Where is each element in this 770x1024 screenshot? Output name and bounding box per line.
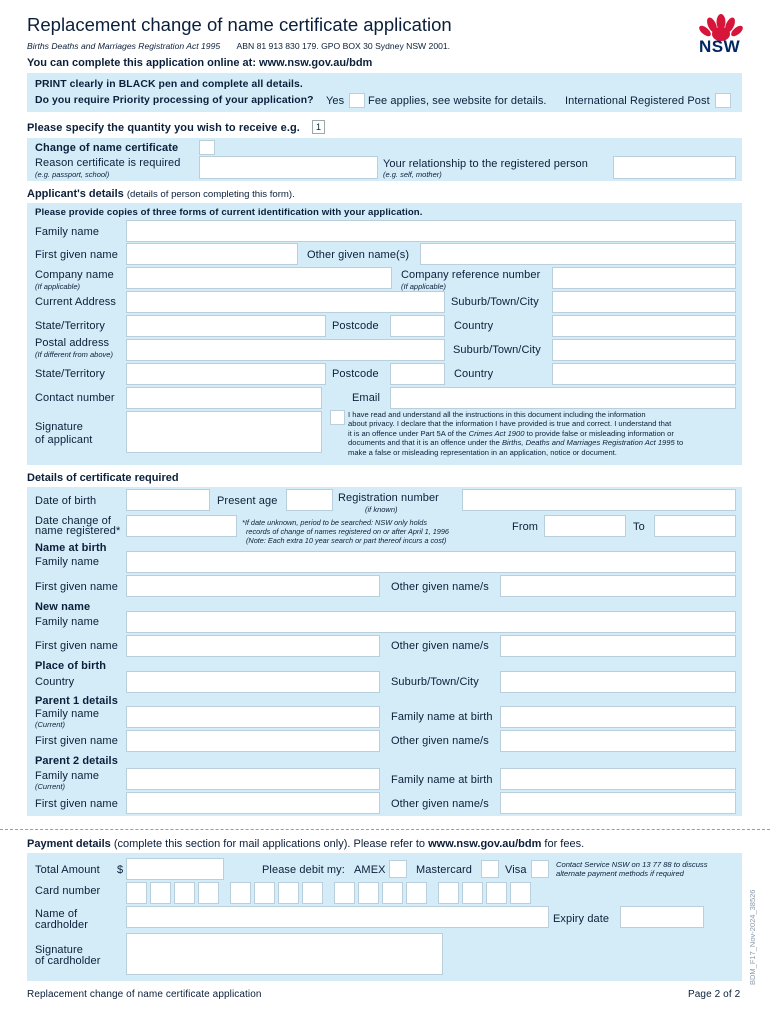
new-first-given-label: First given name xyxy=(35,640,118,652)
new-family-name-label: Family name xyxy=(35,616,100,628)
declaration-line-2: about privacy. I declare that the information I have provided is true and correct. I understand that xyxy=(348,419,672,429)
dob-input[interactable] xyxy=(126,489,210,511)
total-amount-input[interactable] xyxy=(126,858,224,880)
declaration-3a: it is an offence under Part 5A of the xyxy=(348,428,469,438)
parent1-heading: Parent 1 details xyxy=(35,695,118,707)
reg-number-input[interactable] xyxy=(462,489,736,511)
visa-checkbox[interactable] xyxy=(531,860,549,878)
birth-family-name-input[interactable] xyxy=(126,551,736,573)
reason-input[interactable] xyxy=(199,156,378,179)
priority-yes-checkbox[interactable] xyxy=(349,93,365,108)
card-number-boxes xyxy=(126,882,606,904)
card-digit-box[interactable] xyxy=(198,882,219,904)
company-name-input[interactable] xyxy=(126,267,392,289)
date-change-label-2: name registered* xyxy=(35,525,121,537)
cardholder-signature-label-2: of cardholder xyxy=(35,955,101,967)
date-change-label-1: Date change of xyxy=(35,515,112,527)
postal-address-label: Postal address xyxy=(35,337,110,349)
parent2-current-note: (Current) xyxy=(35,782,66,791)
cardholder-name-input[interactable] xyxy=(126,906,549,928)
parent2-other-given-input[interactable] xyxy=(500,792,736,814)
postal-state-input[interactable] xyxy=(126,363,326,385)
online-notice: You can complete this application online at: www.nsw.gov.au/bdm xyxy=(27,57,373,69)
card-digit-box[interactable] xyxy=(278,882,299,904)
birth-country-input[interactable] xyxy=(126,671,380,693)
date-note-3: (Note: Each extra 10 year search or part thereof incurs a cost) xyxy=(246,536,447,545)
form-code: BDM_F17_Nov-2024_38526 xyxy=(748,889,757,985)
visa-label: Visa xyxy=(505,864,527,876)
parent2-family-birth-label: Family name at birth xyxy=(391,774,493,786)
payment-note-c: for fees. xyxy=(541,838,585,850)
page-title: Replacement change of name certificate application xyxy=(27,14,452,35)
other-given-input[interactable] xyxy=(420,243,736,265)
amex-checkbox[interactable] xyxy=(389,860,407,878)
parent2-family-input[interactable] xyxy=(126,768,380,790)
postcode-input[interactable] xyxy=(390,315,445,337)
date-note-2: records of change of names registered on or after April 1, 1996 xyxy=(246,527,449,536)
card-digit-box[interactable] xyxy=(510,882,531,904)
amex-label: AMEX xyxy=(354,864,386,876)
card-digit-box[interactable] xyxy=(150,882,171,904)
payment-heading-title: Payment details xyxy=(27,838,111,850)
state-label: State/Territory xyxy=(35,320,105,332)
first-given-label: First given name xyxy=(35,249,118,261)
postal-state-label: State/Territory xyxy=(35,368,105,380)
new-family-name-input[interactable] xyxy=(126,611,736,633)
card-digit-box[interactable] xyxy=(438,882,459,904)
parent1-other-given-label: Other given name/s xyxy=(391,735,489,747)
postal-address-note: (If different from above) xyxy=(35,350,113,359)
international-post-checkbox[interactable] xyxy=(715,93,731,108)
first-given-input[interactable] xyxy=(126,243,298,265)
card-digit-box[interactable] xyxy=(358,882,379,904)
postal-country-input[interactable] xyxy=(552,363,736,385)
cardholder-name-label: Name of xyxy=(35,908,78,920)
country-input[interactable] xyxy=(552,315,736,337)
declaration-line-4 xyxy=(348,438,738,447)
present-age-label: Present age xyxy=(217,495,278,507)
postal-suburb-input[interactable] xyxy=(552,339,736,361)
declaration-line-1: I have read and understand all the instructions in this document including the information xyxy=(348,410,646,419)
postcode-label: Postcode xyxy=(332,320,379,332)
other-given-label: Other given name(s) xyxy=(307,249,410,261)
nsw-logo-text: NSW xyxy=(699,37,741,56)
card-digit-box[interactable] xyxy=(486,882,507,904)
payment-contact-1: Contact Service NSW on 13 77 88 to discuss xyxy=(556,860,708,869)
relationship-label: Your relationship to the registered person xyxy=(383,158,588,170)
payment-note-a: (complete this section for mail applications only). Please refer to xyxy=(113,838,429,850)
contact-number-input[interactable] xyxy=(126,387,322,409)
parent1-family-label: Family name xyxy=(35,708,100,720)
declaration-3c: to provide false or misleading information or xyxy=(524,428,674,438)
name-at-birth-heading: Name at birth xyxy=(35,542,107,554)
relationship-example: (e.g. self, mother) xyxy=(383,170,442,179)
debit-label: Please debit my: xyxy=(262,864,345,876)
id-note: Please provide copies of three forms of current identification with your application. xyxy=(35,207,423,218)
card-digit-box[interactable] xyxy=(406,882,427,904)
parent1-family-birth-label: Family name at birth xyxy=(391,711,493,723)
postal-address-input[interactable] xyxy=(126,339,445,361)
cardholder-signature-label: Signature xyxy=(35,944,83,956)
applicant-signature-box[interactable] xyxy=(126,411,322,453)
change-of-name-label: Change of name certificate xyxy=(35,142,179,154)
email-label: Email xyxy=(352,392,381,404)
details-heading: Details of certificate required xyxy=(27,472,179,484)
birth-suburb-label: Suburb/Town/City xyxy=(391,676,479,688)
cut-line xyxy=(0,829,770,830)
card-number-label: Card number xyxy=(35,885,101,897)
priority-yes-label: Yes xyxy=(326,95,345,107)
payment-contact-note xyxy=(556,860,708,879)
page-number: Page 2 of 2 xyxy=(688,989,741,1000)
reg-number-label: Registration number xyxy=(338,492,439,504)
date-note-1: *If date unknown, period to be searched: NSW only holds xyxy=(242,518,427,527)
total-amount-label: Total Amount xyxy=(35,864,100,876)
parent1-other-given-input[interactable] xyxy=(500,730,736,752)
email-input[interactable] xyxy=(390,387,736,409)
current-address-label: Current Address xyxy=(35,296,116,308)
current-address-input[interactable] xyxy=(126,291,445,313)
parent1-first-given-label: First given name xyxy=(35,735,118,747)
new-other-given-input[interactable] xyxy=(500,635,736,657)
parent2-first-given-input[interactable] xyxy=(126,792,380,814)
place-of-birth-heading: Place of birth xyxy=(35,660,107,672)
declaration-4c: to xyxy=(674,438,684,448)
cardholder-name-label-2: cardholder xyxy=(35,919,88,931)
change-of-name-quantity[interactable] xyxy=(199,140,215,155)
parent1-current-note: (Current) xyxy=(35,720,66,729)
applicant-heading-title: Applicant's details xyxy=(27,188,124,200)
family-name-label: Family name xyxy=(35,226,100,238)
birth-other-given-label: Other given name/s xyxy=(391,581,489,593)
abn-address: ABN 81 913 830 179. GPO BOX 30 Sydney NSW 2001. xyxy=(236,41,451,51)
parent1-family-birth-input[interactable] xyxy=(500,706,736,728)
mastercard-checkbox[interactable] xyxy=(481,860,499,878)
date-change-note xyxy=(242,518,449,545)
dollar-sign: $ xyxy=(117,864,124,876)
parent2-first-given-label: First given name xyxy=(35,798,118,810)
card-digit-box[interactable] xyxy=(334,882,355,904)
parent1-family-input[interactable] xyxy=(126,706,380,728)
parent2-family-birth-input[interactable] xyxy=(500,768,736,790)
contact-number-label: Contact number xyxy=(35,392,115,404)
mastercard-label: Mastercard xyxy=(416,864,473,876)
crimes-act: Crimes Act 1900 xyxy=(468,428,525,438)
quantity-example xyxy=(312,120,325,134)
birth-suburb-input[interactable] xyxy=(500,671,736,693)
suburb-label: Suburb/Town/City xyxy=(451,296,539,308)
birth-first-given-input[interactable] xyxy=(126,575,380,597)
international-post-label: International Registered Post xyxy=(565,95,710,107)
from-input[interactable] xyxy=(544,515,626,537)
state-input[interactable] xyxy=(126,315,326,337)
birth-other-given-input[interactable] xyxy=(500,575,736,597)
reg-number-note: (if known) xyxy=(365,505,398,514)
company-ref-input[interactable] xyxy=(552,267,736,289)
card-digit-box[interactable] xyxy=(302,882,323,904)
declaration-text xyxy=(348,410,738,457)
card-digit-box[interactable] xyxy=(230,882,251,904)
quantity-label: Please specify the quantity you wish to receive e.g. xyxy=(27,122,300,134)
fee-note: Fee applies, see website for details. xyxy=(368,95,547,107)
payment-heading xyxy=(27,838,584,850)
signature-label: Signature xyxy=(35,421,83,433)
card-digit-box[interactable] xyxy=(462,882,483,904)
reason-label: Reason certificate is required xyxy=(35,157,181,169)
country-label: Country xyxy=(454,320,494,332)
postal-country-label: Country xyxy=(454,368,494,380)
declaration-line-5: make a false or misleading representation in an application, notice or document. xyxy=(348,447,617,457)
card-digit-box[interactable] xyxy=(382,882,403,904)
expiry-input[interactable] xyxy=(620,906,704,928)
birth-first-given-label: First given name xyxy=(35,581,118,593)
print-instruction: PRINT clearly in BLACK pen and complete all details. xyxy=(35,79,303,90)
bdm-act: Births, Deaths and Marriages Registration Act 1995 xyxy=(501,438,675,448)
declaration-checkbox[interactable] xyxy=(330,410,345,425)
card-digit-box[interactable] xyxy=(174,882,195,904)
postal-suburb-label: Suburb/Town/City xyxy=(453,344,541,356)
applicant-heading xyxy=(27,188,295,200)
new-first-given-input[interactable] xyxy=(126,635,380,657)
act-name: Births Deaths and Marriages Registration Act 1995 xyxy=(27,41,221,51)
postal-postcode-input[interactable] xyxy=(390,363,445,385)
company-ref-note: (If applicable) xyxy=(401,282,447,291)
nsw-logo xyxy=(696,14,746,56)
new-name-heading: New name xyxy=(35,601,91,613)
parent2-other-given-label: Other given name/s xyxy=(391,798,489,810)
present-age-input[interactable] xyxy=(286,489,333,511)
relationship-input[interactable] xyxy=(613,156,736,179)
expiry-label: Expiry date xyxy=(553,913,610,925)
signature-label-2: of applicant xyxy=(35,434,93,446)
family-name-input[interactable] xyxy=(126,220,736,242)
cardholder-signature-box[interactable] xyxy=(126,933,443,975)
card-digit-box[interactable] xyxy=(254,882,275,904)
declaration-4a: documents and that it is an offence under the xyxy=(348,438,502,448)
new-other-given-label: Other given name/s xyxy=(391,640,489,652)
company-name-label: Company name xyxy=(35,269,114,281)
suburb-input[interactable] xyxy=(552,291,736,313)
applicant-heading-note: (details of person completing this form). xyxy=(126,189,295,200)
footer-title: Replacement change of name certificate application xyxy=(27,989,262,1000)
quantity-example-value: 1 xyxy=(315,122,321,132)
payment-contact-2: alternate payment methods if required xyxy=(556,869,684,879)
payment-note-url: www.nsw.gov.au/bdm xyxy=(428,838,542,850)
company-ref-label: Company reference number xyxy=(401,269,541,281)
company-name-note: (If applicable) xyxy=(35,282,81,291)
parent2-heading: Parent 2 details xyxy=(35,755,118,767)
priority-question: Do you require Priority processing of your application? xyxy=(35,95,314,106)
birth-family-name-label: Family name xyxy=(35,556,100,568)
parent2-family-label: Family name xyxy=(35,770,100,782)
birth-country-label: Country xyxy=(35,676,75,688)
parent1-first-given-input[interactable] xyxy=(126,730,380,752)
postal-postcode-label: Postcode xyxy=(332,368,379,380)
declaration-line-3 xyxy=(348,429,738,438)
to-label: To xyxy=(633,521,645,533)
act-reference xyxy=(27,41,450,51)
card-digit-box[interactable] xyxy=(126,882,147,904)
dob-label: Date of birth xyxy=(35,495,97,507)
from-label: From xyxy=(512,521,539,533)
date-change-input[interactable] xyxy=(126,515,237,537)
to-input[interactable] xyxy=(654,515,736,537)
reason-example: (e.g. passport, school) xyxy=(35,170,110,179)
